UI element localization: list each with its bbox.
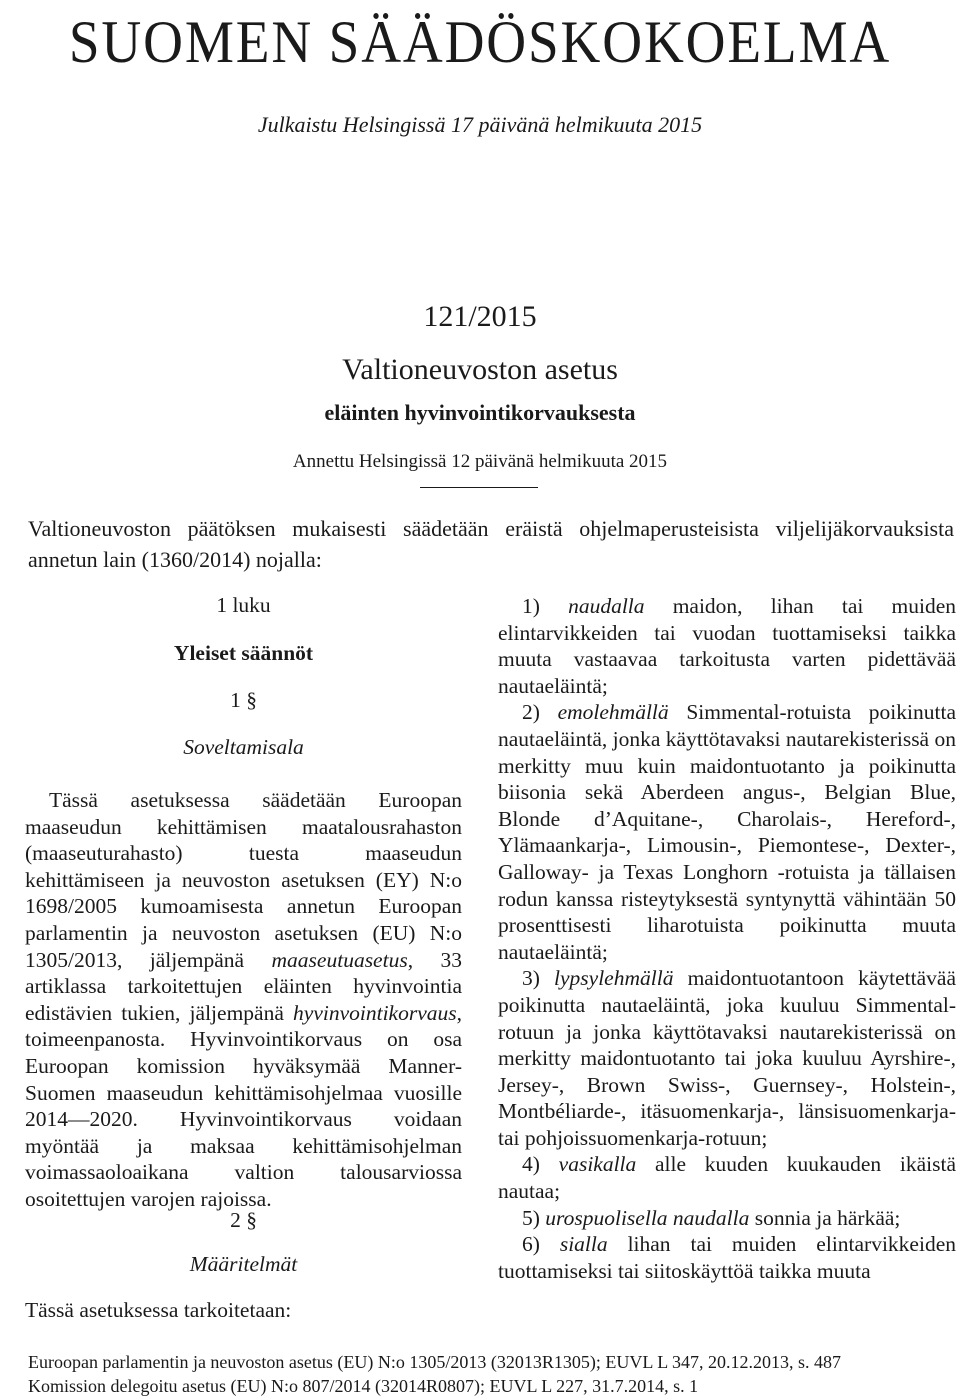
chapter-label: 1 luku xyxy=(216,593,271,617)
chapter-heading: Yleiset säännöt xyxy=(173,641,314,665)
definition-term: naudalla xyxy=(568,594,645,618)
section-2-intro: Tässä asetuksessa tarkoitetaan: xyxy=(25,1298,292,1322)
defined-term: hyvinvointikorvaus xyxy=(293,1000,457,1025)
publication-date: Julkaistu Helsingissä 17 päivänä helmikuuta 2015 xyxy=(257,112,703,137)
definition-text: sonnia ja härkää; xyxy=(754,1205,901,1230)
definition-text: maidontuotantoon käytettävää poikinutta nautaeläintä, joka kuuluu Simmental-rotuun ja jonka käyttötavaksi nautarekisterissä on merkitty maidontuotanto tai joka kuuluu Ayrshire-, Jersey-, Brown Swiss-, Guernsey-, Holstein-, Montbéliarde-, itäsuomenkarja-, länsisuomenkarja- tai pohjoissuomenkarja-rotuun; xyxy=(498,966,957,1150)
definition-term: urospuolisella naudalla xyxy=(545,1205,750,1230)
act-number: 121/2015 xyxy=(423,300,537,333)
footnotes xyxy=(28,1350,958,1398)
section-2-heading xyxy=(25,1207,462,1234)
definition-term: lypsylehmällä xyxy=(554,966,674,991)
definition-text: Simmental-rotuista poikinutta nautaeläintä, jonka käyttötavaksi nautarekisterissä on merkitty muu kuin maidontuotanto ja poikinutta biisonia sekä Aberdeen angus-, Belgian Blue, Blonde d’Aquitane-, Charolais-, Hereford-, Ylämaankarja-, Limousin-, Piemontese-, Dexter-, Galloway- ja Texas Longhorn -rotuista ja tällaisen rodun kanssa risteytyksestä syntynyttä vähintään 50 prosenttisesti liharotuista poikinutta muuta nautaeläintä; xyxy=(498,700,956,964)
definition-item xyxy=(498,593,956,699)
paragraph-text: , 33 artiklassa tarkoitettujen eläinten hyvinvointia edistävien tukien, jäljempänä xyxy=(25,947,463,1025)
definition-item xyxy=(498,1205,956,1232)
section-sign: § xyxy=(246,688,257,712)
section-sign: § xyxy=(246,1208,257,1232)
footnote-1: Euroopan parlamentin ja neuvoston asetus (EU) N:o 1305/2013 (32013R1305); EUVL L 347, 20.12.2013, s. 487 xyxy=(28,1352,842,1372)
definition-item xyxy=(498,1231,956,1284)
definition-number: 3) xyxy=(522,966,540,991)
preamble: Valtioneuvoston päätöksen mukaisesti säädetään eräistä ohjelmaperusteisista viljelijäkorvauksista annetun lain (1360/2014) nojalla: xyxy=(28,516,954,572)
section-1-paragraph xyxy=(25,787,462,1213)
definition-term: emolehmällä xyxy=(557,700,669,725)
section-1-heading xyxy=(25,687,462,714)
paragraph-text: , toimeenpanosta. Hyvinvointikorvaus on osa Euroopan komission hyväksymää Manner-Suomen maaseudun kehittämisohjelmaa vuosille 2014—2020. Hyvinvointikorvaus voidaan myöntää ja maksaa kehittämisohjelman voimassaoloaikana valtion talousarviossa osoitettujen varojen rajoissa. xyxy=(25,1000,462,1211)
definition-number: 6) xyxy=(522,1232,540,1257)
section-1-title: Soveltamisala xyxy=(183,735,304,759)
defined-term: maaseutuasetus xyxy=(271,947,408,972)
definition-text: maidon, lihan tai muiden elintarvikkeiden tai vuodan tuottamiseksi taikka muuta vastaavaa tarkoitusta varten pidettävää nautaeläintä; xyxy=(498,594,956,698)
divider-rule xyxy=(420,487,538,488)
definition-number: 1) xyxy=(522,594,540,618)
definition-item xyxy=(498,699,956,965)
section-number: 1 xyxy=(230,688,241,712)
masthead: SUOMEN SÄÄDÖSKOKOELMA xyxy=(68,9,892,75)
definition-text: alle kuuden kuukauden ikäistä nautaa; xyxy=(498,1152,956,1204)
section-number: 2 xyxy=(230,1208,241,1232)
definition-item xyxy=(498,965,956,1151)
act-subtitle: eläinten hyvinvointikorvauksesta xyxy=(324,400,636,425)
definition-number: 4) xyxy=(522,1152,540,1177)
section-2-title: Määritelmät xyxy=(189,1252,298,1276)
definitions-list xyxy=(498,593,956,1284)
given-date: Annettu Helsingissä 12 päivänä helmikuuta 2015 xyxy=(292,451,668,472)
definition-number: 5) xyxy=(522,1205,540,1230)
definition-item xyxy=(498,1151,956,1204)
definition-number: 2) xyxy=(522,700,540,725)
footnote-2: Komission delegoitu asetus (EU) N:o 807/2014 (32014R0807); EUVL L 227, 31.7.2014, s. 1 xyxy=(28,1376,699,1396)
act-title: Valtioneuvoston asetus xyxy=(342,353,618,386)
definition-term: sialla xyxy=(559,1232,608,1257)
definition-text: lihan tai muiden elintarvikkeiden tuottamiseksi tai siitoskäyttöä taikka muuta xyxy=(498,1232,956,1283)
definition-term: vasikalla xyxy=(558,1152,637,1177)
paragraph-text: Tässä asetuksessa säädetään Euroopan maaseudun kehittämisen maatalousrahaston (maaseuturahasto) tuesta maaseudun kehittämiseen ja neuvoston asetuksen (EY) N:o 1698/2005 kumoamisesta annetun Euroopan parlamentin ja neuvoston asetuksen (EU) N:o 1305/2013, jäljempänä xyxy=(25,788,462,972)
